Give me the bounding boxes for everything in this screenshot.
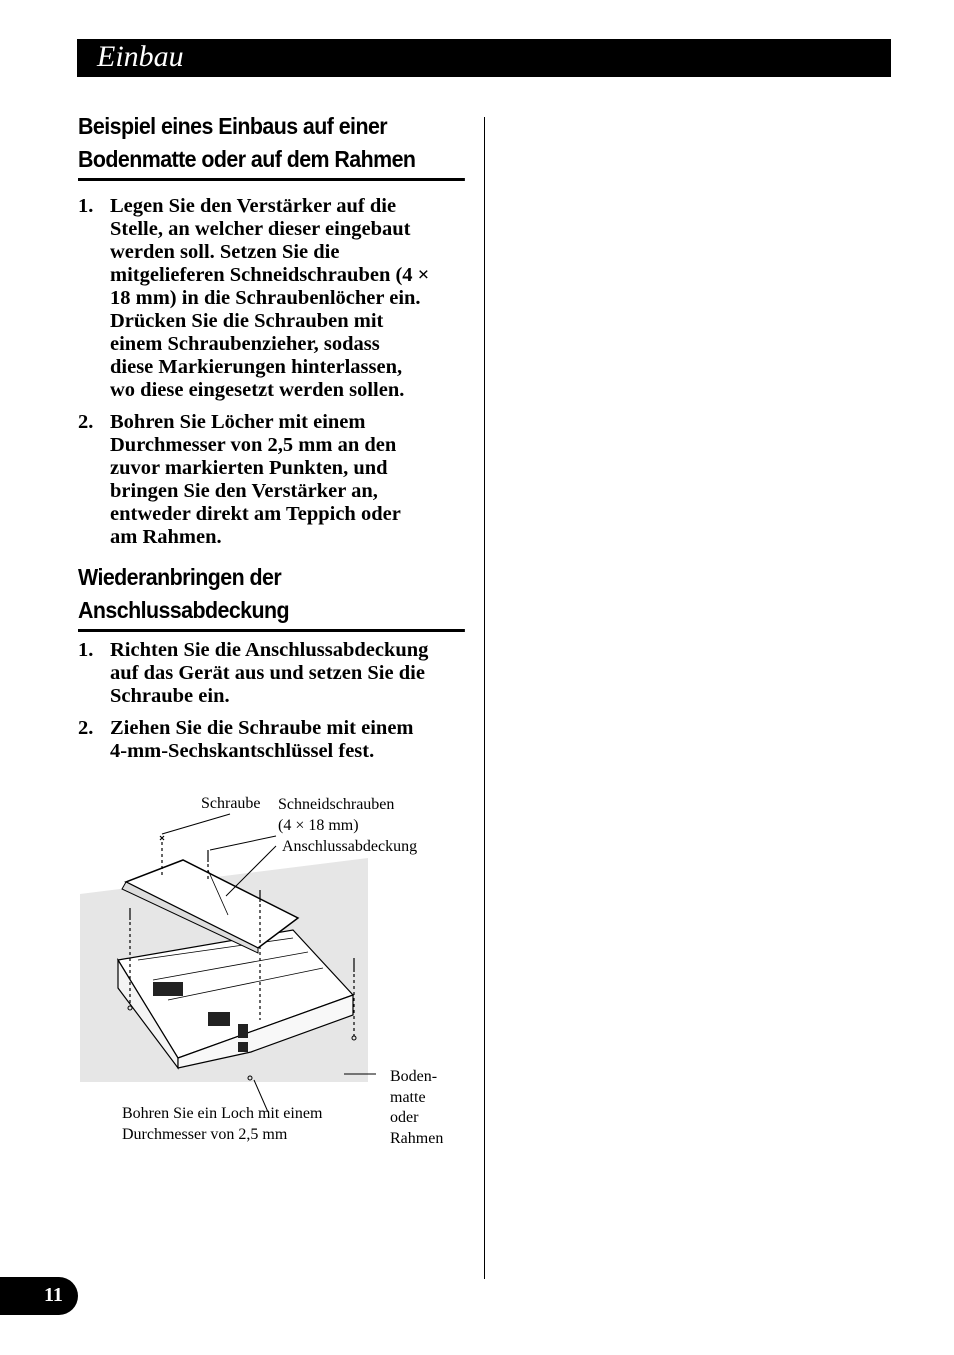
leader-line: [162, 814, 230, 834]
step-text-line: Drücken Sie die Schrauben mit: [110, 310, 384, 332]
step-text-line: werden soll. Setzen Sie die: [110, 241, 340, 263]
step-text-line: Legen Sie den Verstärker auf die: [110, 195, 397, 217]
step-text-line: Ziehen Sie die Schraube mit einem: [110, 717, 414, 739]
step-item: [78, 195, 468, 402]
label-floor-mat: oder: [390, 1109, 419, 1126]
installation-steps: [78, 195, 468, 558]
step-text-line: wo diese eingesetzt werden sollen.: [110, 379, 405, 401]
label-tapping-screws: Schneidschrauben: [278, 796, 395, 813]
step-item: [78, 639, 468, 708]
page-title: Einbau: [97, 40, 184, 73]
step-text-line: 18 mm) in die Schraubenlöcher ein.: [110, 287, 421, 309]
terminal-block: [153, 982, 183, 996]
section-heading-installation: [78, 110, 465, 181]
column-divider: [484, 117, 485, 1279]
step-text-line: am Rahmen.: [110, 526, 222, 548]
section-heading-cover: [78, 561, 465, 632]
label-drill-hole: Durchmesser von 2,5 mm: [122, 1126, 288, 1143]
heading-line: Wiederanbringen der: [78, 564, 282, 590]
step-number: 2.: [78, 717, 94, 739]
step-number: 2.: [78, 411, 94, 433]
step-item: [78, 717, 468, 763]
leader-line: [210, 836, 276, 850]
installation-figure: [78, 790, 468, 1160]
header-bar: [77, 39, 891, 77]
step-text-line: entweder direkt am Teppich oder: [110, 503, 401, 525]
label-floor-mat: Boden-: [390, 1068, 438, 1085]
page-number-tab: [0, 1277, 78, 1315]
terminal-block: [238, 1024, 248, 1038]
page-number: 11: [44, 1284, 63, 1306]
label-floor-mat: matte: [390, 1089, 426, 1106]
terminal-block: [238, 1042, 248, 1052]
label-terminal-cover: Anschlussabdeckung: [282, 838, 418, 855]
step-text-line: bringen Sie den Verstärker an,: [110, 480, 378, 502]
step-text-line: Schraube ein.: [110, 685, 230, 707]
label-drill-hole: Bohren Sie ein Loch mit einem: [122, 1105, 323, 1122]
step-text-line: einem Schraubenzieher, sodass: [110, 333, 380, 355]
step-text-line: Richten Sie die Anschlussabdeckung: [110, 639, 429, 661]
label-screw-size: (4 × 18 mm): [278, 817, 359, 834]
cover-steps: [78, 639, 468, 772]
heading-line: Beispiel eines Einbaus auf einer: [78, 113, 388, 139]
step-number: 1.: [78, 639, 94, 661]
step-text-line: Durchmesser von 2,5 mm an den: [110, 434, 397, 456]
heading-line: Anschlussabdeckung: [78, 597, 290, 623]
heading-line: Bodenmatte oder auf dem Rahmen: [78, 146, 416, 172]
step-text-line: mitgelieferen Schneidschrauben (4 ×: [110, 264, 430, 286]
step-item: [78, 411, 468, 549]
step-text-line: auf das Gerät aus und setzen Sie die: [110, 662, 425, 684]
step-text-line: diese Markierungen hinterlassen,: [110, 356, 403, 378]
step-text-line: 4-mm-Sechskantschlüssel fest.: [110, 740, 375, 762]
terminal-block: [208, 1012, 230, 1026]
label-floor-mat: Rahmen: [390, 1130, 444, 1147]
label-screw: Schraube: [201, 795, 261, 812]
step-number: 1.: [78, 195, 94, 217]
step-text-line: Stelle, an welcher dieser eingebaut: [110, 218, 411, 240]
step-text-line: Bohren Sie Löcher mit einem: [110, 411, 366, 433]
step-text-line: zuvor markierten Punkten, und: [110, 457, 388, 479]
